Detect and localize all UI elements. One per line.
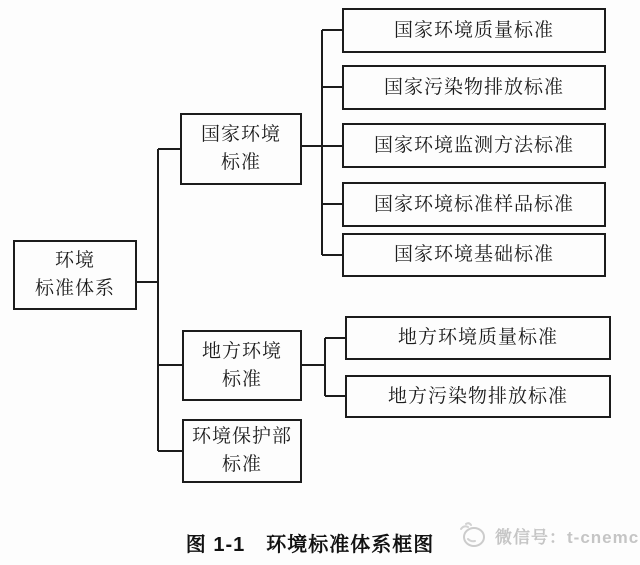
node-label-line: 标准 [220, 152, 261, 173]
node-label-line: 地方环境 [201, 340, 282, 362]
node-label: 国家环境标准样品标准 [373, 193, 574, 215]
node-label-line: 标准 [221, 454, 262, 475]
node-label: 国家污染物排放标准 [383, 76, 564, 98]
node-ministry-environment-protection-standards [182, 419, 302, 483]
watermark [458, 521, 639, 549]
node-national-env-monitoring-method-standards [342, 123, 606, 168]
node-label-line: 国家环境 [200, 124, 281, 146]
node-local-env-quality-standards [345, 316, 611, 360]
watermark-text: 微信号：t-cnemc [495, 527, 640, 547]
node-national-environment-standards [180, 113, 302, 185]
node-label: 国家环境质量标准 [393, 19, 554, 41]
node-national-env-basic-standards [342, 233, 606, 277]
node-national-env-quality-standards [342, 8, 606, 53]
node-label: 国家环境基础标准 [393, 244, 554, 266]
wechat-logo-icon [458, 521, 488, 549]
node-label-line: 环境 [54, 250, 95, 272]
node-label-line: 标准 [221, 368, 262, 390]
node-national-pollutant-discharge-standards [342, 65, 606, 110]
node-local-environment-standards [182, 330, 302, 401]
node-local-pollutant-discharge-standards [345, 375, 611, 418]
node-environment-standards-system [13, 240, 137, 310]
node-label: 地方污染物排放标准 [387, 385, 568, 407]
figure-caption: 图 1-1 环境标准体系框图 [185, 534, 435, 556]
node-label: 国家环境监测方法标准 [373, 134, 574, 156]
node-national-env-standard-sample-standards [342, 182, 606, 227]
node-label: 地方环境质量标准 [397, 327, 558, 349]
node-label-line: 标准体系 [34, 278, 115, 299]
node-label-line: 环境保护部 [191, 426, 292, 448]
